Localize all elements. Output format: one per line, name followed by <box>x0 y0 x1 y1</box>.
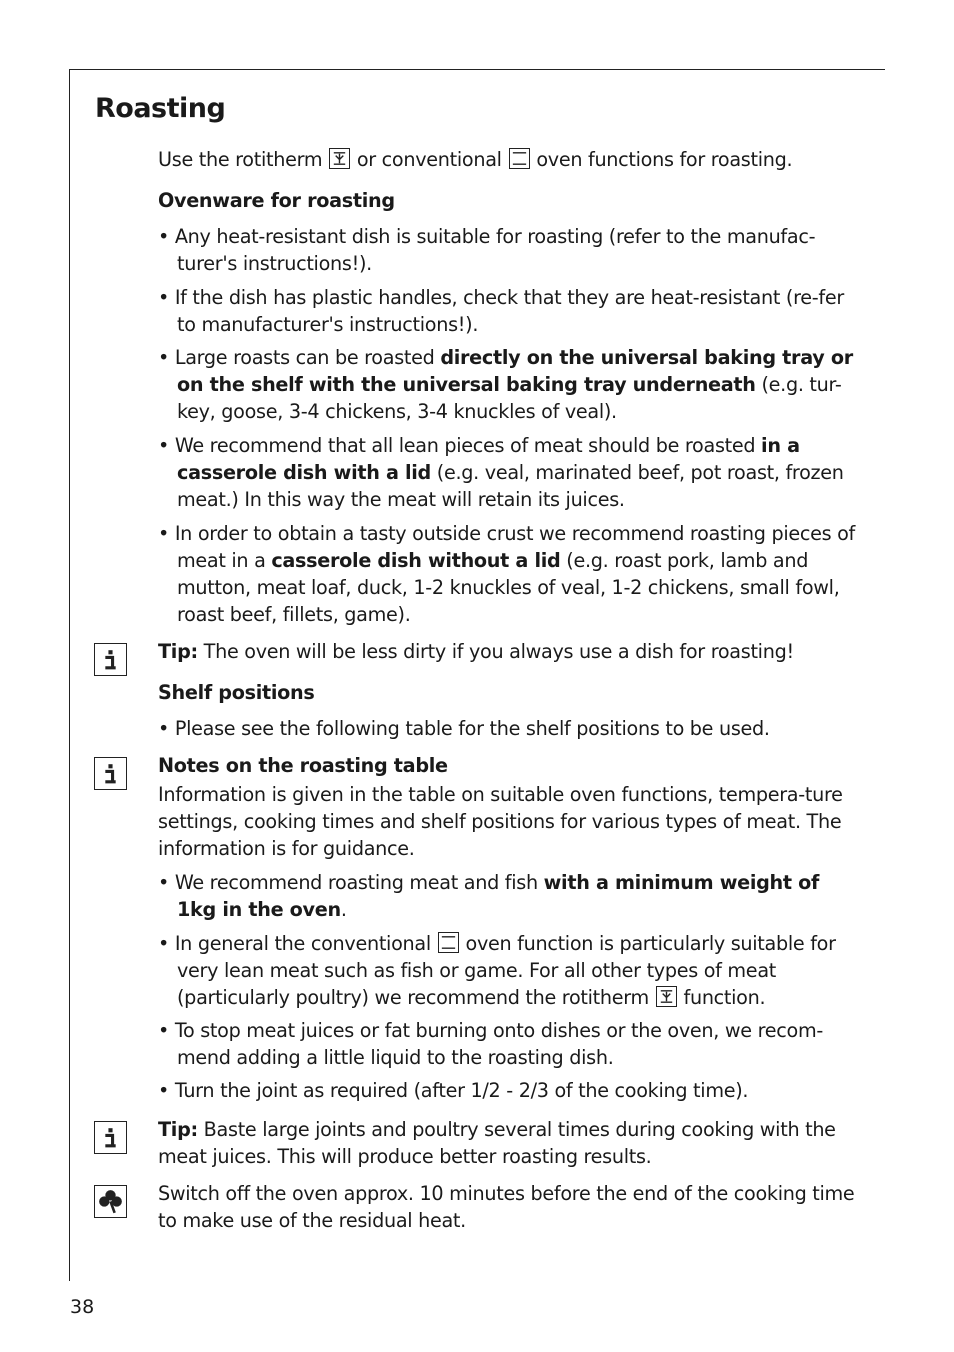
notes-bullet-3: • To stop meat juices or fat burning onto dishes or the oven, we recom-mend adding a little liquid to the roasting dish. <box>158 1019 823 1069</box>
conventional-oven-icon <box>438 932 459 953</box>
left-rule <box>69 69 70 1281</box>
tip-baste: Tip: Baste large joints and poultry several times during cooking with the meat juices. This will produce better roasting results. <box>158 1118 836 1168</box>
ovenware-bullet-2: • If the dish has plastic handles, check that they are heat-resistant (re-fer to manufacturer's instructions!). <box>158 286 844 336</box>
notes-text: Information is given in the table on suitable oven functions, tempera-ture settings, cooking times and shelf positions for various types of meat. The information is for guidance. <box>158 783 843 860</box>
ovenware-bullet-3: • Large roasts can be roasted directly on the universal baking tray or on the shelf with the universal baking tray underneath (e.g. tur-key, goose, 3-4 chickens, 3-4 knuckles of veal). <box>158 346 853 423</box>
shelf-heading: Shelf positions <box>158 681 315 704</box>
tip-dirty-oven: Tip: The oven will be less dirty if you always use a dish for roasting! <box>158 640 794 663</box>
page-title: Roasting <box>95 93 226 124</box>
conventional-oven-icon <box>509 148 530 169</box>
shelf-bullet-1: • Please see the following table for the shelf positions to be used. <box>158 717 770 740</box>
info-icon <box>94 643 127 676</box>
eco-tip: Switch off the oven approx. 10 minutes before the end of the cooking time to make use of the residual heat. <box>158 1182 855 1232</box>
clover-environment-icon <box>94 1185 127 1218</box>
notes-bullet-1: • We recommend roasting meat and fish with a minimum weight of 1kg in the oven. <box>158 871 820 921</box>
intro-text: Use the rotitherm or conventional oven functions for roasting. <box>158 148 793 171</box>
ovenware-bullet-5: • In order to obtain a tasty outside crust we recommend roasting pieces of meat in a casserole dish without a lid (e.g. roast pork, lamb and mutton, meat loaf, duck, 1-2 knuckles of veal, 1-2 chickens, small fowl, roast beef, fillets, game). <box>158 522 856 626</box>
top-rule <box>69 69 885 70</box>
notes-bullet-4: • Turn the joint as required (after 1/2 - 2/3 of the cooking time). <box>158 1079 749 1102</box>
ovenware-bullet-4: • We recommend that all lean pieces of meat should be roasted in a casserole dish with a lid (e.g. veal, marinated beef, pot roast, frozen meat.) In this way the meat will retain its juices. <box>158 434 844 511</box>
info-icon <box>94 757 127 790</box>
notes-heading: Notes on the roasting table <box>158 754 448 777</box>
ovenware-bullet-1: • Any heat-resistant dish is suitable for roasting (refer to the manufac-turer's instructions!). <box>158 225 816 275</box>
notes-bullet-2: • In general the conventional oven function is particularly suitable for very lean meat such as fish or game. For all other types of meat (particularly poultry) we recommend the rotitherm function. <box>158 932 836 1009</box>
ovenware-heading: Ovenware for roasting <box>158 189 395 212</box>
rotitherm-icon <box>656 986 677 1007</box>
page-number: 38 <box>70 1296 95 1318</box>
info-icon <box>94 1121 127 1154</box>
rotitherm-icon <box>329 148 350 169</box>
